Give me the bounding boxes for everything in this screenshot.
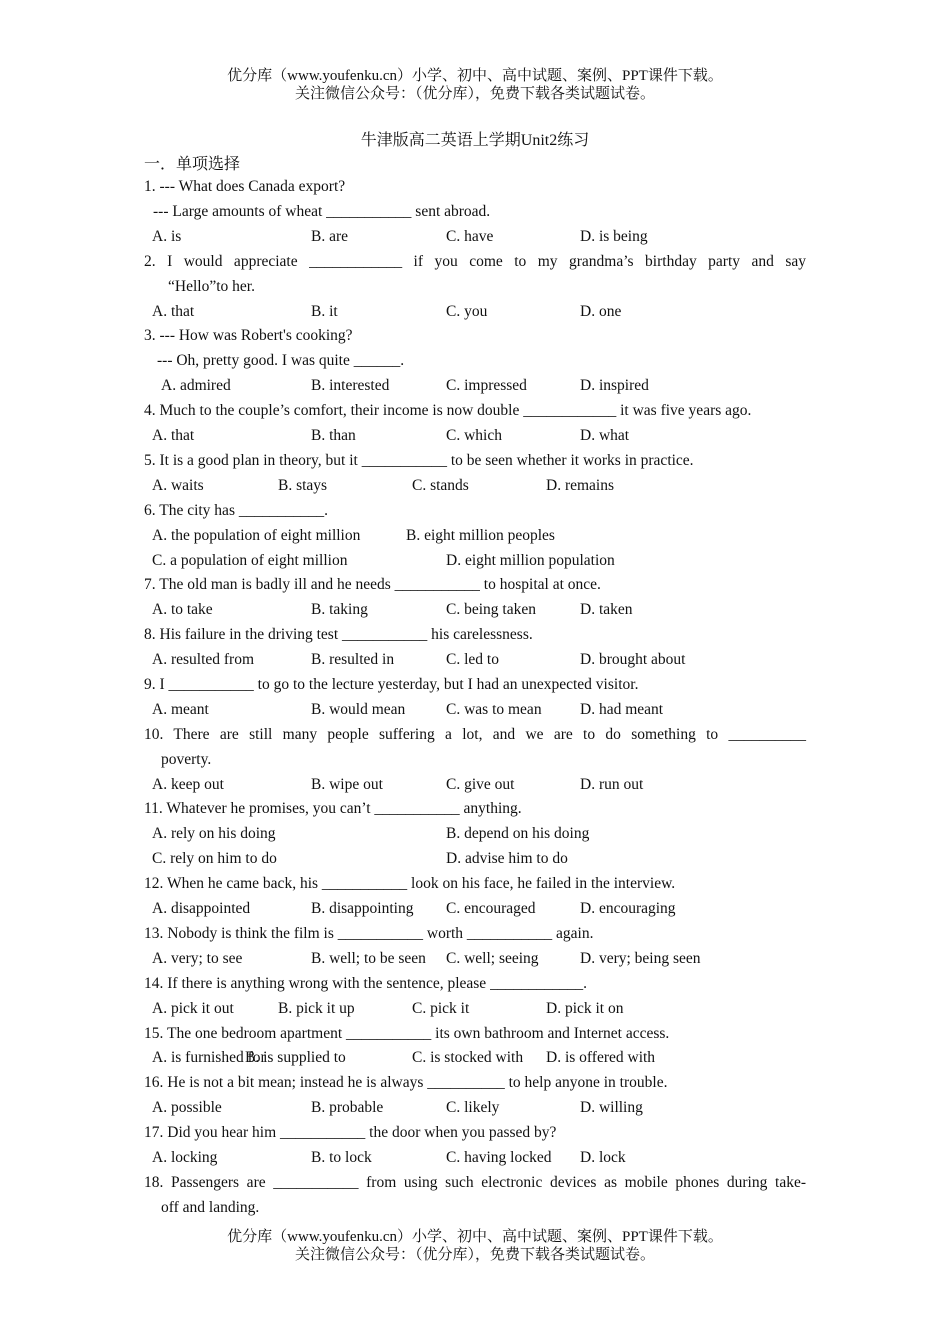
question-stem: 18. Passengers are ___________ from using such electronic devices as mobile phones during take- [144, 1173, 806, 1191]
question-stem: 2. I would appreciate ____________ if you come to my grandma’s birthday party and say [144, 252, 806, 270]
question-stem: 7. The old man is badly ill and he needs ___________ to hospital at once. [144, 576, 601, 594]
answer-option-a[interactable]: A. resulted from [152, 651, 255, 669]
question-stem: 3. --- How was Robert's cooking? [144, 327, 353, 345]
answer-option-a[interactable]: A. waits [152, 476, 204, 494]
answer-option-c[interactable]: C. encouraged [446, 900, 536, 918]
question-dialogue-line: --- Large amounts of wheat ___________ sent abroad. [153, 202, 491, 220]
answer-option-d[interactable]: D. one [580, 302, 622, 320]
question-10 [144, 723, 806, 798]
option-row [144, 598, 806, 623]
option-row [144, 997, 806, 1022]
answer-option-c[interactable]: C. having locked [446, 1149, 552, 1167]
answer-option-a[interactable]: A. the population of eight million [152, 526, 361, 544]
option-row [144, 847, 806, 872]
question-14 [144, 972, 806, 1022]
question-stem: 17. Did you hear him ___________ the door when you passed by? [144, 1124, 557, 1142]
answer-option-d[interactable]: D. advise him to do [446, 850, 568, 868]
question-stem: 11. Whatever he promises, you can’t ___________ anything. [144, 800, 522, 818]
option-row [144, 524, 806, 549]
answer-option-a[interactable]: A. keep out [152, 775, 224, 793]
answer-option-c[interactable]: C. was to mean [446, 700, 542, 718]
question-stem: 10. There are still many people suffering a lot, and we are to do something to __________ [144, 725, 806, 743]
answer-option-d[interactable]: D. brought about [580, 651, 686, 669]
answer-option-c[interactable]: C. is stocked with [412, 1049, 524, 1067]
question-17 [144, 1121, 806, 1171]
answer-option-c[interactable]: C. which [446, 427, 502, 445]
answer-option-c[interactable]: C. you [446, 302, 488, 320]
question-stem: 16. He is not a bit mean; instead he is always __________ to help anyone in trouble. [144, 1074, 668, 1092]
answer-option-a[interactable]: A. that [152, 427, 195, 445]
page-footer [0, 1228, 950, 1264]
document-title: 牛津版高二英语上学期Unit2练习 [360, 132, 590, 149]
question-4 [144, 399, 806, 449]
option-row [144, 698, 806, 723]
answer-option-c[interactable]: C. impressed [446, 377, 527, 395]
answer-option-d[interactable]: D. eight million population [446, 551, 615, 569]
answer-option-d[interactable]: D. is being [580, 227, 648, 245]
question-6 [144, 499, 806, 574]
answer-option-d[interactable]: D. inspired [580, 377, 649, 395]
question-stem-continuation: off and landing. [161, 1198, 260, 1216]
question-stem: 6. The city has ___________. [144, 501, 328, 519]
header-line-2: 关注微信公众号：（优分库），免费下载各类试题试卷。 [294, 86, 655, 102]
answer-option-a[interactable]: A. locking [152, 1149, 218, 1167]
question-18 [144, 1171, 806, 1221]
question-stem: 15. The one bedroom apartment ___________ its own bathroom and Internet access. [144, 1024, 670, 1042]
answer-option-a[interactable]: A. is [152, 227, 182, 245]
answer-option-c[interactable]: C. give out [446, 775, 515, 793]
answer-option-b[interactable]: B. interested [311, 377, 390, 395]
answer-option-a[interactable]: A. possible [152, 1099, 222, 1117]
answer-option-b[interactable]: B. taking [311, 601, 368, 619]
option-row [144, 773, 806, 798]
question-11 [144, 797, 806, 872]
option-row [144, 374, 806, 399]
answer-option-a[interactable]: A. to take [152, 601, 213, 619]
question-stem: 4. Much to the couple’s comfort, their income is now double ____________ it was five years ago. [144, 402, 752, 420]
answer-option-b[interactable]: B. it [311, 302, 338, 320]
option-row [144, 648, 806, 673]
option-row [144, 1096, 806, 1121]
question-stem: 5. It is a good plan in theory, but it ___________ to be seen whether it works in practice. [144, 451, 694, 469]
section-heading: 一．单项选择 [144, 156, 241, 173]
answer-option-b[interactable]: B. probable [311, 1099, 384, 1117]
answer-option-b[interactable]: B. resulted in [311, 651, 395, 669]
option-row [144, 424, 806, 449]
answer-option-b[interactable]: B. is supplied to [245, 1049, 346, 1067]
question-15 [144, 1022, 806, 1072]
page-header [0, 67, 950, 103]
question-1 [144, 175, 806, 250]
option-row [144, 947, 806, 972]
answer-option-a[interactable]: A. that [152, 302, 195, 320]
answer-option-b[interactable]: B. wipe out [311, 775, 383, 793]
answer-option-c[interactable]: C. being taken [446, 601, 536, 619]
answer-option-d[interactable]: D. run out [580, 775, 644, 793]
question-stem: 9. I ___________ to go to the lecture yesterday, but I had an unexpected visitor. [144, 675, 639, 693]
option-row [144, 822, 806, 847]
question-7 [144, 573, 806, 623]
answer-option-b[interactable]: B. to lock [311, 1149, 372, 1167]
answer-option-d[interactable]: D. pick it on [546, 999, 624, 1017]
question-16 [144, 1071, 806, 1121]
answer-option-c[interactable]: C. a population of eight million [152, 551, 348, 569]
answer-option-d[interactable]: D. had meant [580, 700, 664, 718]
answer-option-a[interactable]: A. pick it out [152, 999, 234, 1017]
answer-option-b[interactable]: B. would mean [311, 700, 406, 718]
answer-option-d[interactable]: D. encouraging [580, 900, 676, 918]
answer-option-a[interactable]: A. is furnished for [152, 1049, 266, 1067]
answer-option-c[interactable]: C. stands [412, 476, 469, 494]
answer-option-c[interactable]: C. well; seeing [446, 949, 539, 967]
answer-option-b[interactable]: B. pick it up [278, 999, 355, 1017]
question-stem: 1. --- What does Canada export? [144, 178, 346, 195]
question-12 [144, 872, 806, 922]
answer-option-a[interactable]: A. disappointed [152, 900, 251, 918]
answer-option-c[interactable]: C. pick it [412, 999, 470, 1017]
answer-option-d[interactable]: D. taken [580, 601, 633, 619]
header-line-1: 优分库（www.youfenku.cn）小学、初中、高中试题、案例、PPT课件下载。 [227, 68, 723, 84]
question-dialogue-line: --- Oh, pretty good. I was quite ______. [157, 352, 405, 370]
question-stem-continuation: “Hello”to her. [168, 277, 255, 295]
footer-line-1: 优分库（www.youfenku.cn）小学、初中、高中试题、案例、PPT课件下载。 [227, 1229, 723, 1245]
question-stem: 13. Nobody is think the film is ___________ worth ___________ again. [144, 924, 594, 942]
footer-line-2: 关注微信公众号：（优分库），免费下载各类试题试卷。 [294, 1247, 655, 1263]
answer-option-a[interactable]: A. meant [152, 700, 209, 718]
answer-option-d[interactable]: D. very; being seen [580, 949, 701, 967]
question-list [144, 175, 806, 1221]
question-stem: 12. When he came back, his ___________ look on his face, he failed in the interview. [144, 875, 676, 893]
answer-option-c[interactable]: C. rely on him to do [152, 850, 277, 868]
option-row [144, 300, 806, 325]
answer-option-a[interactable]: A. rely on his doing [152, 825, 276, 843]
answer-option-b[interactable]: B. are [311, 227, 349, 245]
answer-option-c[interactable]: C. led to [446, 651, 499, 669]
question-9 [144, 673, 806, 723]
option-row [144, 549, 806, 574]
answer-option-d[interactable]: D. is offered with [546, 1049, 656, 1067]
question-stem-continuation: poverty. [161, 750, 212, 768]
answer-option-b[interactable]: B. eight million peoples [406, 526, 555, 544]
option-row [144, 225, 806, 250]
answer-option-c[interactable]: C. have [446, 227, 494, 245]
question-8 [144, 623, 806, 673]
answer-option-d[interactable]: D. lock [580, 1149, 626, 1167]
question-2 [144, 250, 806, 325]
option-row [144, 897, 806, 922]
answer-option-b[interactable]: B. than [311, 427, 356, 445]
question-13 [144, 922, 806, 972]
answer-option-a[interactable]: A. very; to see [152, 949, 243, 967]
question-3 [144, 324, 806, 399]
question-stem: 14. If there is anything wrong with the sentence, please ____________. [144, 974, 587, 992]
answer-option-b[interactable]: B. well; to be seen [311, 949, 426, 967]
answer-option-d[interactable]: D. willing [580, 1099, 643, 1117]
answer-option-d[interactable]: D. remains [546, 476, 615, 494]
answer-option-b[interactable]: B. disappointing [311, 900, 414, 918]
answer-option-d[interactable]: D. what [580, 427, 630, 445]
answer-option-b[interactable]: B. depend on his doing [446, 825, 590, 843]
option-row [144, 474, 806, 499]
answer-option-a[interactable]: A. admired [161, 377, 231, 395]
option-row [144, 1146, 806, 1171]
question-5 [144, 449, 806, 499]
answer-option-c[interactable]: C. likely [446, 1099, 500, 1117]
option-row [144, 1046, 806, 1071]
answer-option-b[interactable]: B. stays [278, 476, 328, 494]
question-stem: 8. His failure in the driving test ___________ his carelessness. [144, 626, 533, 644]
